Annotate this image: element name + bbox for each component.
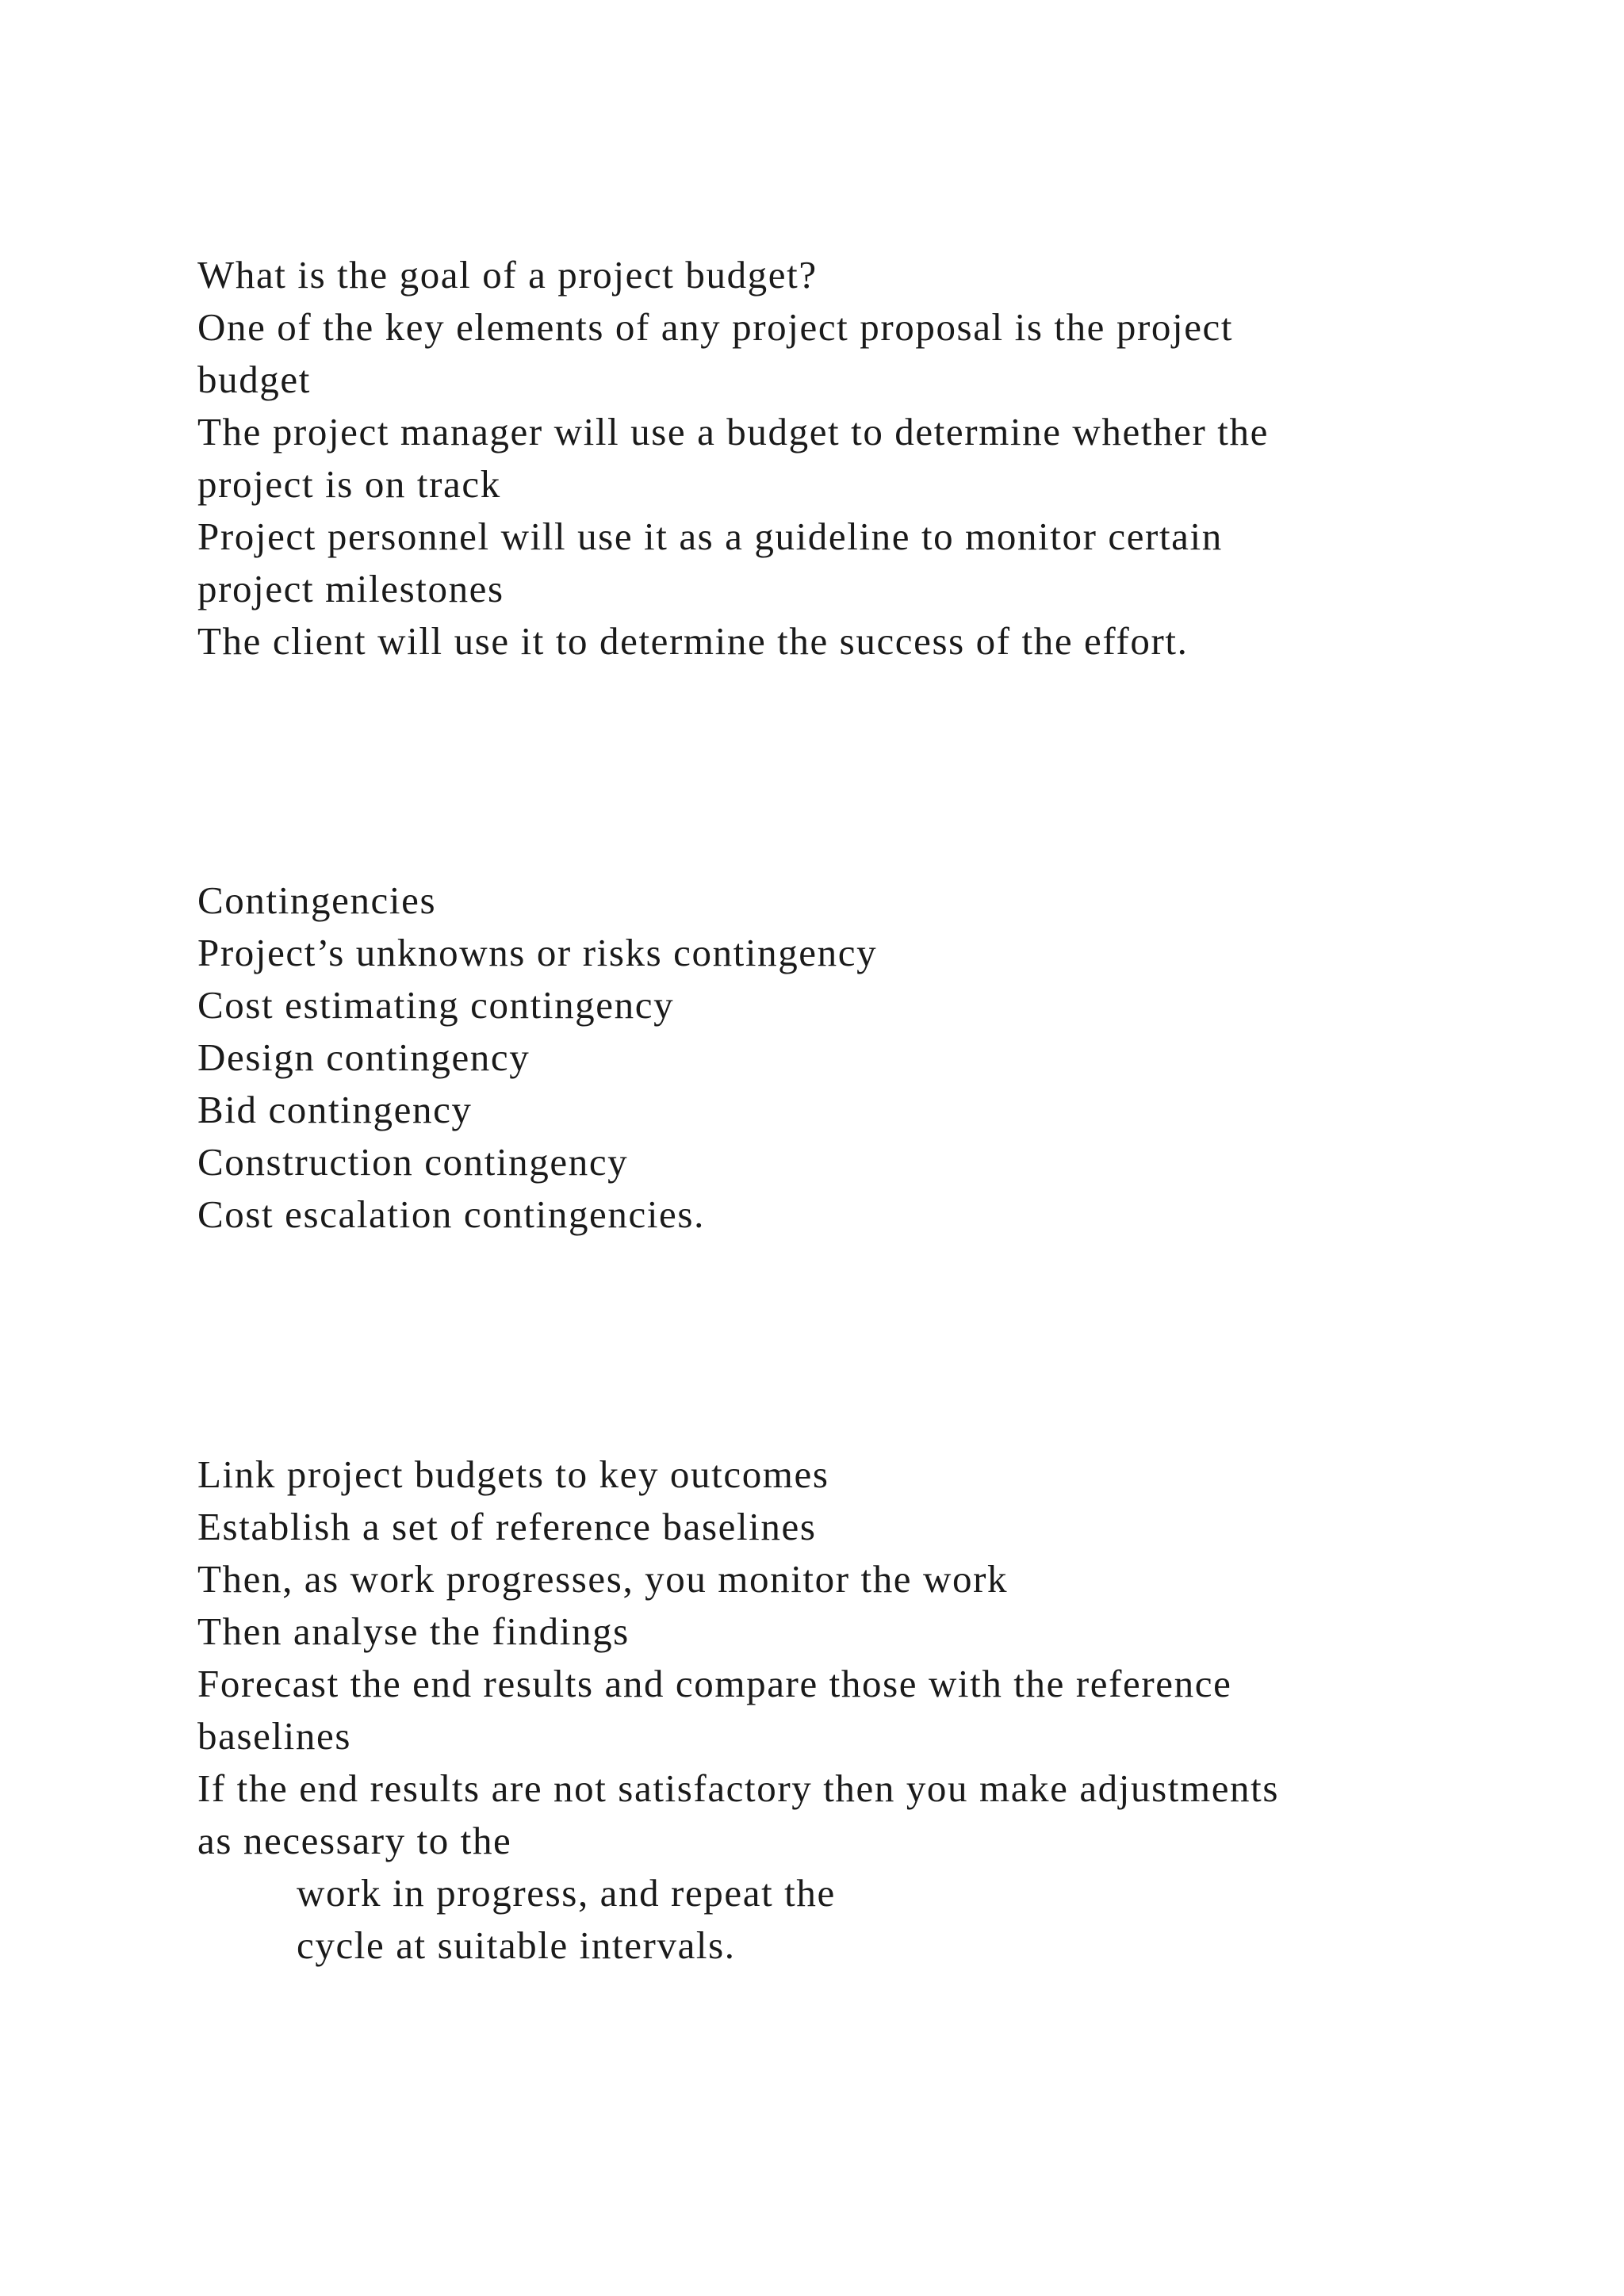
- budget-goal-paragraph: [197, 249, 1498, 668]
- text-line: Cost estimating contingency: [197, 983, 675, 1027]
- text-line: Project’s unknowns or risks contingency: [197, 931, 878, 974]
- contingencies-paragraph: [197, 874, 1498, 1241]
- text-line: Then analyse the findings: [197, 1609, 630, 1653]
- text-line: Then, as work progresses, you monitor the work: [197, 1557, 1009, 1601]
- text-line: project is on track: [197, 462, 501, 506]
- text-line: Project personnel will use it as a guideline to monitor certain: [197, 515, 1223, 558]
- text-line: baselines: [197, 1714, 352, 1758]
- text-line: Construction contingency: [197, 1140, 629, 1184]
- text-line: One of the key elements of any project proposal is the project: [197, 305, 1234, 349]
- text-line: What is the goal of a project budget?: [197, 253, 818, 297]
- text-line: The project manager will use a budget to determine whether the: [197, 410, 1269, 453]
- text-line: The client will use it to determine the success of the effort.: [197, 619, 1189, 663]
- text-line: Forecast the end results and compare those with the reference: [197, 1662, 1232, 1705]
- text-line: as necessary to the: [197, 1819, 512, 1862]
- text-line: Design contingency: [197, 1035, 530, 1079]
- text-line-indented: work in progress, and repeat the: [297, 1871, 836, 1915]
- text-line: Link project budgets to key outcomes: [197, 1452, 829, 1496]
- text-line: project milestones: [197, 567, 504, 610]
- text-line-indented: cycle at suitable intervals.: [297, 1923, 736, 1967]
- text-line: Cost escalation contingencies.: [197, 1192, 705, 1236]
- text-line: budget: [197, 358, 311, 401]
- text-line: If the end results are not satisfactory then you make adjustments: [197, 1766, 1280, 1810]
- budget-outcomes-paragraph: [197, 1448, 1498, 1972]
- text-line: Contingencies: [197, 878, 437, 922]
- text-line: Bid contingency: [197, 1088, 473, 1131]
- text-line: Establish a set of reference baselines: [197, 1505, 817, 1548]
